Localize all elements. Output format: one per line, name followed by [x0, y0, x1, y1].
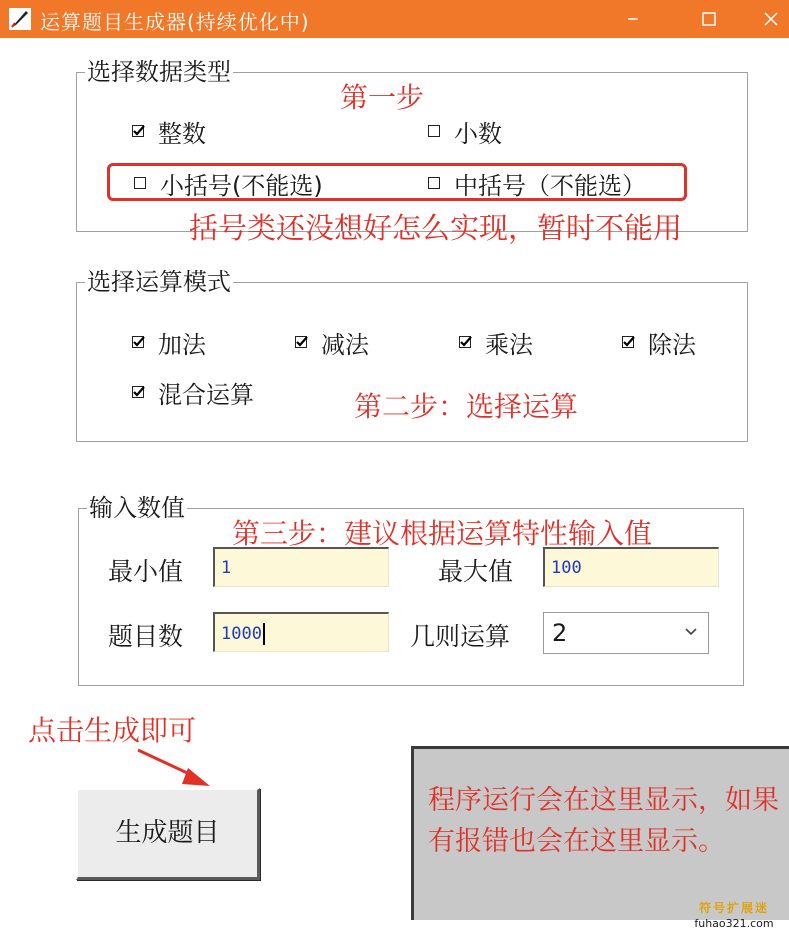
check-icon: [132, 124, 146, 138]
operation-mode-legend: 选择运算模式: [87, 268, 231, 296]
division-checkbox[interactable]: [622, 327, 696, 357]
close-button[interactable]: [748, 0, 789, 38]
checkbox-label: 整数: [158, 119, 206, 148]
checkbox-box[interactable]: [295, 336, 307, 348]
multiplication-checkbox[interactable]: [459, 327, 533, 357]
bracket-note-annotation: 括号类还没想好怎么实现，暂时不能用: [189, 211, 683, 245]
max-value-label: 最大值: [438, 557, 514, 586]
checkbox-box[interactable]: [428, 125, 440, 137]
question-count-text: 1000: [221, 624, 262, 644]
min-value-label: 最小值: [108, 557, 184, 586]
minimize-button[interactable]: [610, 0, 656, 38]
title-bar: [0, 0, 789, 38]
check-icon: [622, 335, 636, 349]
checkbox-label: 加法: [158, 330, 206, 359]
question-count-input[interactable]: [213, 612, 389, 652]
step3-annotation: 第三步：建议根据运算特性输入值: [232, 517, 653, 550]
mixed-operation-checkbox[interactable]: [132, 377, 254, 407]
checkbox-label: 减法: [321, 330, 369, 359]
checkbox-box[interactable]: [132, 336, 144, 348]
question-count-label: 题目数: [108, 622, 184, 651]
minimize-icon: [623, 9, 643, 29]
window-title: 运算题目生成器(持续优化中): [40, 10, 310, 34]
checkbox-label: 混合运算: [158, 380, 254, 409]
feather-icon: [8, 7, 32, 31]
check-icon: [459, 335, 473, 349]
check-icon: [132, 385, 146, 399]
min-value-text: 1: [221, 558, 232, 578]
step2-annotation: 第二步：选择运算: [354, 390, 579, 423]
checkbox-label: 小括号(不能选): [160, 171, 323, 200]
chevron-down-icon[interactable]: [684, 627, 698, 637]
subtraction-checkbox[interactable]: [295, 327, 369, 357]
input-values-legend: 输入数值: [89, 494, 185, 522]
max-value-text: 100: [551, 558, 582, 578]
step1-annotation: 第一步: [340, 81, 425, 114]
arrow-icon: [136, 748, 216, 790]
data-type-legend: 选择数据类型: [87, 58, 231, 86]
checkbox-box[interactable]: [132, 386, 144, 398]
watermark-url: fuhao321.com: [694, 917, 774, 930]
checkbox-label: 除法: [648, 330, 696, 359]
maximize-icon: [699, 9, 719, 29]
click-hint-annotation: 点击生成即可: [28, 714, 197, 747]
integer-checkbox[interactable]: [132, 116, 206, 146]
output-note-annotation: 程序运行会在这里显示，如果有报错也会在这里显示。: [428, 785, 779, 857]
operation-count-value: 2: [552, 619, 568, 647]
max-value-input[interactable]: [543, 547, 719, 587]
check-icon: [132, 335, 146, 349]
addition-checkbox[interactable]: [132, 327, 206, 357]
checkbox-box[interactable]: [622, 336, 634, 348]
min-value-input[interactable]: [213, 547, 389, 587]
checkbox-box[interactable]: [459, 336, 471, 348]
decimal-checkbox[interactable]: [428, 116, 502, 146]
operation-count-select[interactable]: [543, 612, 709, 654]
maximize-button[interactable]: [686, 0, 732, 38]
checkbox-box[interactable]: [132, 125, 144, 137]
check-icon: [295, 335, 309, 349]
watermark-title: 符号扩展迷: [698, 901, 769, 915]
operation-count-label: 几则运算: [410, 622, 511, 651]
generate-button[interactable]: 生成题目: [76, 788, 260, 880]
site-watermark: [684, 900, 784, 932]
text-caret: [263, 623, 265, 645]
checkbox-label: 小数: [454, 119, 502, 148]
close-icon: [761, 9, 781, 29]
bracket-highlight-box: [107, 163, 687, 201]
checkbox-label: 乘法: [485, 330, 533, 359]
checkbox-label: 中括号（不能选）: [454, 171, 646, 200]
